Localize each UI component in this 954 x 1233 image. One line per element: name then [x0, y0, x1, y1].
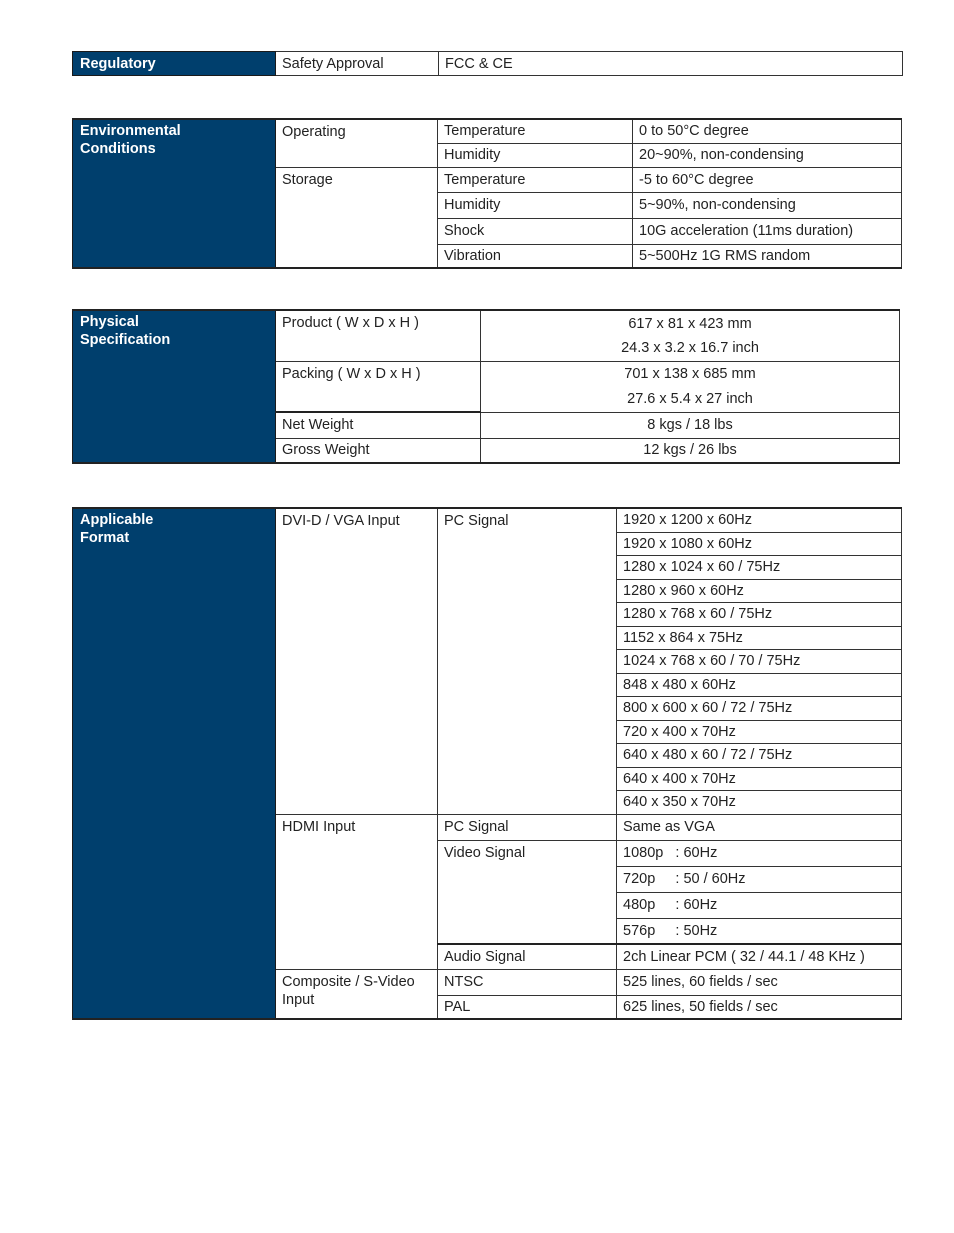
environmental-header [73, 119, 276, 268]
hdmi-input-label: HDMI Input [276, 814, 438, 969]
hdmi-video-mode: 1080p : 60Hz [617, 840, 902, 866]
operating-temperature-label: Temperature [438, 119, 633, 143]
storage-label: Storage [276, 167, 438, 268]
product-dimension-imperial: 24.3 x 3.2 x 16.7 inch [481, 336, 900, 361]
dvi-vga-mode: 1920 x 1200 x 60Hz [617, 508, 902, 532]
hdmi-audio-signal-value: 2ch Linear PCM ( 32 / 44.1 / 48 KHz ) [617, 944, 902, 969]
net-weight-label: Net Weight [276, 412, 481, 438]
product-dimension-metric: 617 x 81 x 423 mm [481, 310, 900, 336]
storage-vibration-label: Vibration [438, 244, 633, 268]
format-header [73, 508, 276, 1019]
storage-humidity-value: 5~90%, non-condensing [633, 192, 902, 218]
safety-approval-value: FCC & CE [439, 52, 903, 76]
dvi-vga-mode: 1152 x 864 x 75Hz [617, 626, 902, 650]
packing-dimension-imperial: 27.6 x 5.4 x 27 inch [481, 387, 900, 412]
gross-weight-label: Gross Weight [276, 438, 481, 463]
composite-label-line1: Composite / S-Video [282, 973, 415, 990]
storage-shock-label: Shock [438, 218, 633, 244]
environmental-table [72, 118, 902, 269]
format-header-line1: Applicable [80, 512, 154, 528]
net-weight-value: 8 kgs / 18 lbs [481, 412, 900, 438]
physical-header-line1: Physical [80, 314, 139, 330]
pal-value: 625 lines, 50 fields / sec [617, 995, 902, 1019]
regulatory-table [72, 51, 903, 76]
storage-humidity-label: Humidity [438, 192, 633, 218]
ntsc-value: 525 lines, 60 fields / sec [617, 969, 902, 995]
dvi-vga-pc-signal-label: PC Signal [438, 508, 617, 814]
format-table [72, 507, 902, 1020]
operating-temperature-value: 0 to 50°C degree [633, 119, 902, 143]
environmental-header-line1: Environmental [80, 123, 181, 139]
dvi-vga-mode: 848 x 480 x 60Hz [617, 673, 902, 697]
packing-dimension-metric: 701 x 138 x 685 mm [481, 361, 900, 387]
hdmi-video-signal-label: Video Signal [438, 840, 617, 944]
dvi-vga-mode: 720 x 400 x 70Hz [617, 720, 902, 744]
hdmi-audio-signal-label: Audio Signal [438, 944, 617, 969]
storage-temperature-label: Temperature [438, 167, 633, 192]
physical-table [72, 309, 900, 464]
ntsc-label: NTSC [438, 969, 617, 995]
operating-humidity-label: Humidity [438, 143, 633, 167]
dvi-vga-mode: 1920 x 1080 x 60Hz [617, 532, 902, 556]
hdmi-video-mode: 576p : 50Hz [617, 918, 902, 944]
hdmi-pc-signal-value: Same as VGA [617, 814, 902, 840]
dvi-vga-mode: 1024 x 768 x 60 / 70 / 75Hz [617, 650, 902, 674]
dvi-vga-mode: 1280 x 960 x 60Hz [617, 579, 902, 603]
dvi-vga-mode: 1280 x 1024 x 60 / 75Hz [617, 556, 902, 580]
packing-dimension-label: Packing ( W x D x H ) [276, 361, 481, 412]
product-dimension-label: Product ( W x D x H ) [276, 310, 481, 361]
storage-shock-value: 10G acceleration (11ms duration) [633, 218, 902, 244]
composite-label-line2: Input [282, 991, 315, 1008]
storage-vibration-value: 5~500Hz 1G RMS random [633, 244, 902, 268]
dvi-vga-mode: 800 x 600 x 60 / 72 / 75Hz [617, 697, 902, 721]
dvi-vga-mode: 640 x 480 x 60 / 72 / 75Hz [617, 744, 902, 768]
dvi-vga-mode: 640 x 400 x 70Hz [617, 767, 902, 791]
hdmi-pc-signal-label: PC Signal [438, 814, 617, 840]
format-header-line2: Format [80, 530, 130, 546]
dvi-vga-mode: 640 x 350 x 70Hz [617, 791, 902, 815]
safety-approval-label: Safety Approval [276, 52, 439, 76]
physical-header [73, 310, 276, 463]
hdmi-video-mode: 480p : 60Hz [617, 892, 902, 918]
gross-weight-value: 12 kgs / 26 lbs [481, 438, 900, 463]
regulatory-header: Regulatory [73, 52, 276, 76]
operating-label: Operating [276, 119, 438, 167]
pal-label: PAL [438, 995, 617, 1019]
hdmi-video-mode: 720p : 50 / 60Hz [617, 866, 902, 892]
storage-temperature-value: -5 to 60°C degree [633, 167, 902, 192]
dvi-vga-mode: 1280 x 768 x 60 / 75Hz [617, 603, 902, 627]
composite-svideo-input-label [276, 969, 438, 1019]
operating-humidity-value: 20~90%, non-condensing [633, 143, 902, 167]
environmental-header-line2: Conditions [80, 141, 156, 157]
dvi-vga-input-label: DVI-D / VGA Input [276, 508, 438, 814]
physical-header-line2: Specification [80, 332, 171, 348]
